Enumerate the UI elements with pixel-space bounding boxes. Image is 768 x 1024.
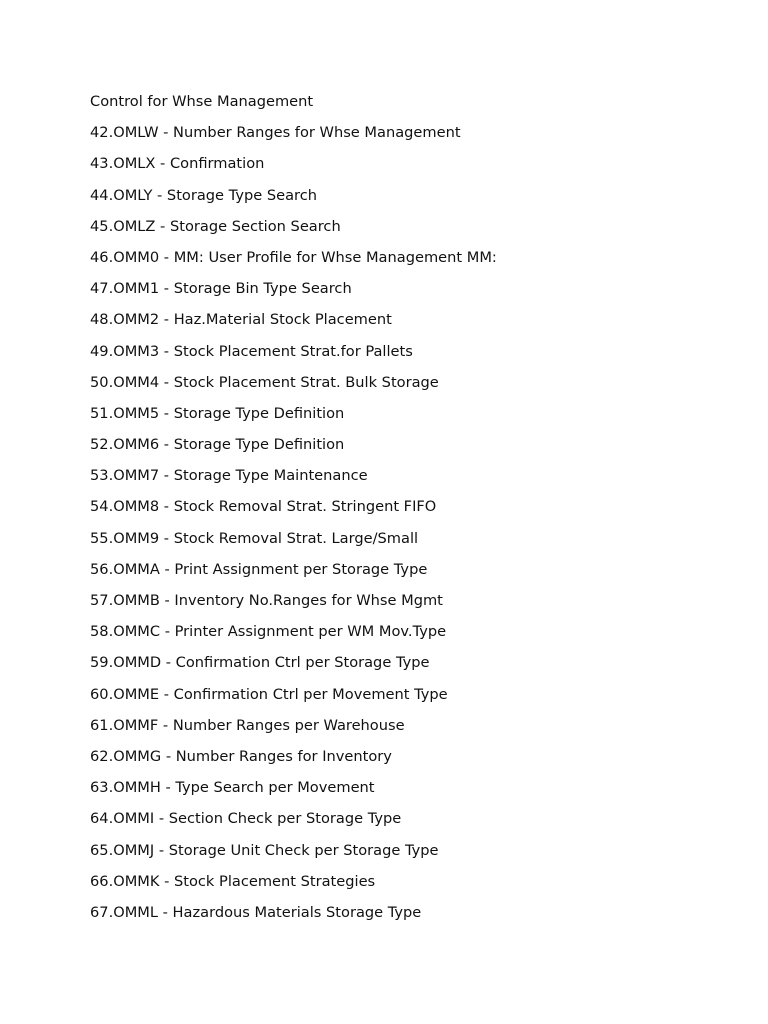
- list-item-text: 45.OMLZ - Storage Section Search: [90, 217, 341, 235]
- list-item: [90, 279, 497, 310]
- list-item: [90, 841, 497, 872]
- list-item: [90, 435, 497, 466]
- list-item-text: 66.OMMK - Stock Placement Strategies: [90, 872, 376, 890]
- list-item: [90, 560, 497, 591]
- list-item: [90, 466, 497, 497]
- list-item: [90, 872, 497, 903]
- list-item: [90, 653, 497, 684]
- list-item: [90, 154, 497, 185]
- list-item: [90, 342, 497, 373]
- list-item-text: 52.OMM6 - Storage Type Definition: [90, 436, 345, 454]
- list-item: [90, 903, 497, 934]
- list-item-text: 50.OMM4 - Stock Placement Strat. Bulk Storage: [90, 373, 439, 391]
- list-item: [90, 497, 497, 528]
- list-item-text: 48.OMM2 - Haz.Material Stock Placement: [90, 311, 392, 329]
- list-item-text: 51.OMM5 - Storage Type Definition: [90, 404, 345, 422]
- list-item-text: 60.OMME - Confirmation Ctrl per Movement Type: [90, 685, 448, 703]
- list-item: [90, 809, 497, 840]
- list-item-text: 67.OMML - Hazardous Materials Storage Type: [90, 903, 422, 921]
- list-item-text: 58.OMMC - Printer Assignment per WM Mov.Type: [90, 623, 447, 641]
- list-item: [90, 373, 497, 404]
- transaction-code-list: [90, 92, 497, 934]
- list-item-text: 62.OMMG - Number Ranges for Inventory: [90, 747, 392, 765]
- list-item-text: 57.OMMB - Inventory No.Ranges for Whse Mgmt: [90, 592, 443, 609]
- list-item-text: 61.OMMF - Number Ranges per Warehouse: [90, 716, 405, 734]
- list-item-text: 42.OMLW - Number Ranges for Whse Management: [90, 124, 461, 142]
- list-item-text: 46.OMM0 - MM: User Profile for Whse Management MM:: [90, 248, 497, 266]
- list-item: [90, 123, 497, 154]
- list-item-text: 55.OMM9 - Stock Removal Strat. Large/Small: [90, 529, 419, 547]
- list-item: [90, 217, 497, 248]
- list-item-text: 65.OMMJ - Storage Unit Check per Storage Type: [90, 841, 439, 859]
- list-item-text: 54.OMM8 - Stock Removal Strat. Stringent FIFO: [90, 498, 437, 516]
- list-item-text: 44.OMLY - Storage Type Search: [90, 186, 317, 204]
- list-item: [90, 186, 497, 217]
- list-item: [90, 778, 497, 809]
- list-item: [90, 622, 497, 653]
- list-item-text: 47.OMM1 - Storage Bin Type Search: [90, 280, 352, 298]
- list-item-text: 59.OMMD - Confirmation Ctrl per Storage Type: [90, 654, 430, 672]
- list-item-text: 49.OMM3 - Stock Placement Strat.for Pallets: [90, 342, 413, 360]
- list-item: [90, 591, 497, 622]
- list-item: [90, 747, 497, 778]
- list-item-text: 64.OMMI - Section Check per Storage Type: [90, 810, 402, 828]
- list-item: [90, 310, 497, 341]
- list-item-text: 56.OMMA - Print Assignment per Storage Type: [90, 560, 428, 578]
- list-item-text: 53.OMM7 - Storage Type Maintenance: [90, 467, 368, 485]
- list-item: [90, 716, 497, 747]
- list-item: [90, 685, 497, 716]
- list-item: [90, 92, 497, 123]
- list-item: [90, 404, 497, 435]
- list-item: [90, 248, 497, 279]
- list-item-text: 43.OMLX - Confirmation: [90, 155, 265, 173]
- list-item-text: 63.OMMH - Type Search per Movement: [90, 779, 375, 797]
- list-item-text: Control for Whse Management: [90, 93, 314, 110]
- list-item: [90, 529, 497, 560]
